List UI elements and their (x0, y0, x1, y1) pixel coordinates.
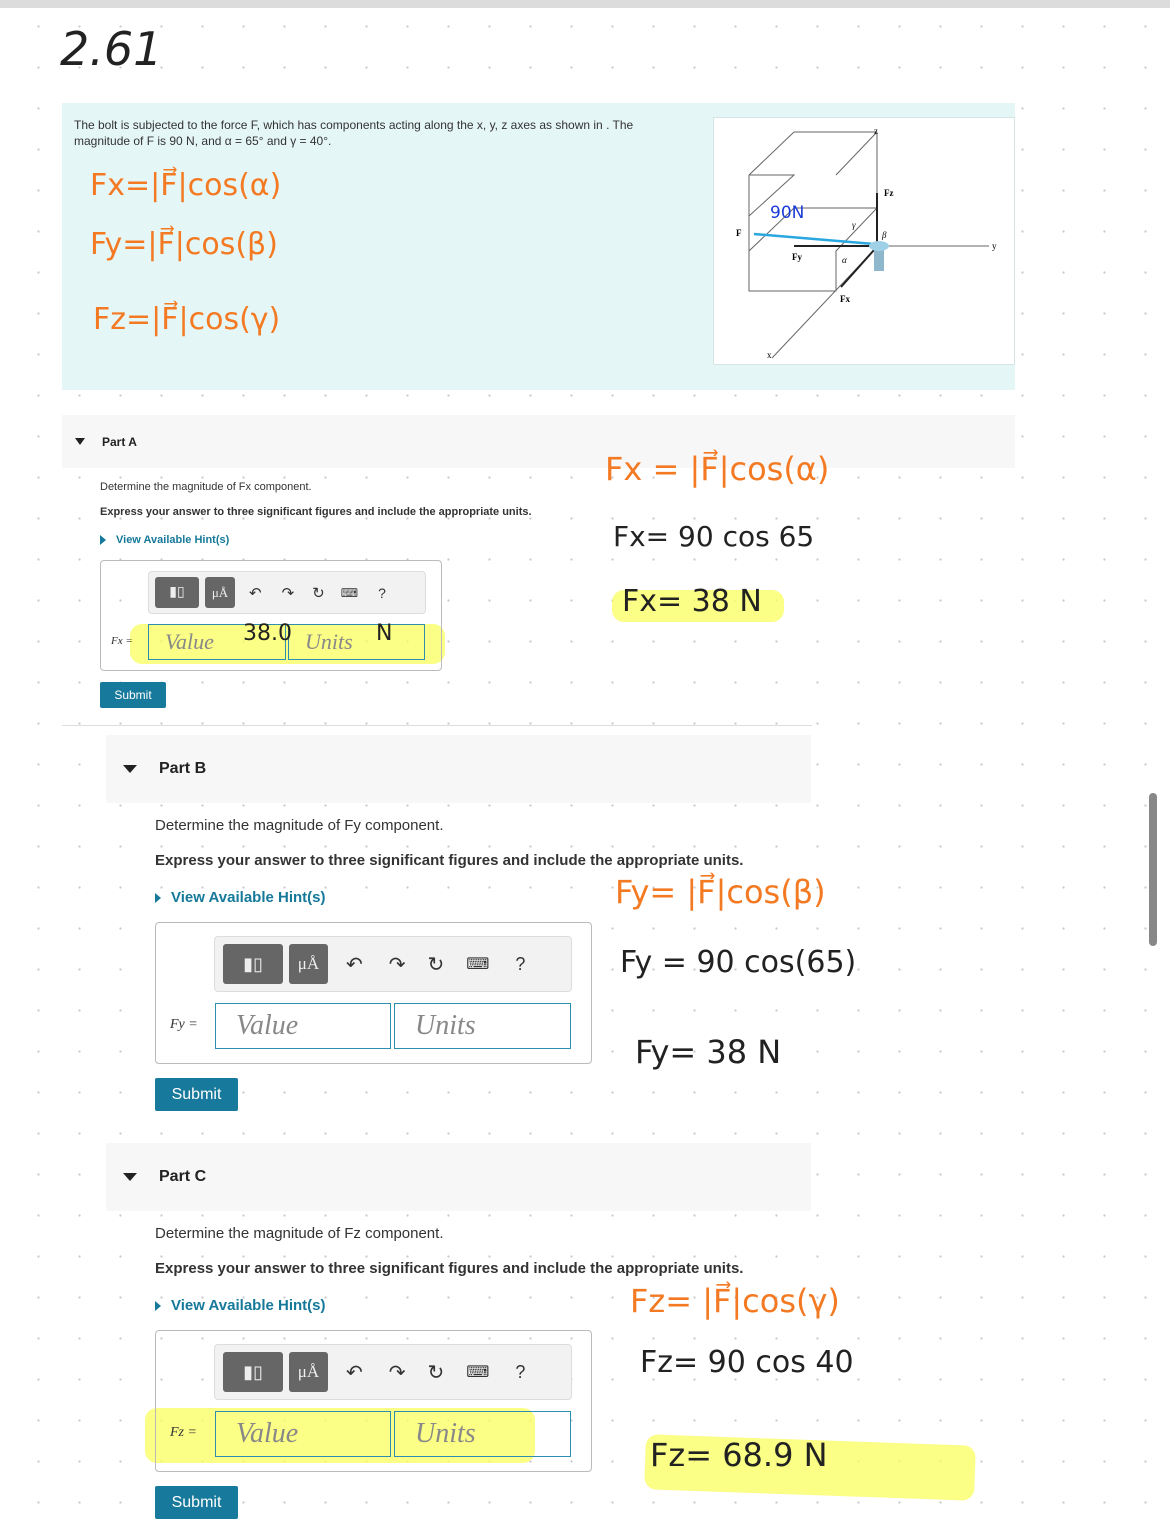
units-input[interactable] (288, 624, 425, 660)
part-question: Determine the magnitude of Fz component. (155, 1225, 444, 1242)
part-a-answer-box (100, 560, 442, 671)
reset-icon[interactable]: ↻ (427, 1361, 445, 1384)
value-placeholder: Value (236, 1418, 299, 1449)
math-toolbar (214, 1344, 572, 1400)
divider (62, 725, 812, 726)
part-title: Part C (159, 1168, 207, 1185)
math-toolbar (148, 571, 426, 614)
force-diagram (714, 118, 1016, 366)
solution-note: Fy= |F⃗|cos(β) (615, 873, 826, 911)
problem-text-line: magnitude of F is 90 N, and α = 65° and γ = 40°. (74, 134, 332, 148)
part-header[interactable] (106, 735, 811, 803)
hint-link[interactable] (155, 889, 326, 906)
part-a-title: Part A (102, 434, 137, 449)
top-bar (0, 0, 1170, 8)
redo-icon[interactable]: ↷ (281, 584, 295, 602)
expand-triangle-icon (100, 535, 106, 545)
part-a-note: Fx= 38 N (622, 584, 762, 619)
solution-note: Fz= |F⃗|cos(γ) (630, 1282, 840, 1320)
hint-label: View Available Hint(s) (116, 534, 230, 546)
label-f: F (736, 228, 742, 238)
keyboard-icon[interactable]: ⌨ (340, 585, 359, 600)
solution-note: Fy= 38 N (635, 1033, 782, 1071)
label-fx: Fx (840, 294, 850, 304)
part-a-submit-button[interactable]: Submit (100, 682, 166, 708)
note-fy-formula: Fy=|F⃗|cos(β) (90, 227, 278, 262)
part-header[interactable] (106, 1143, 811, 1211)
keyboard-icon[interactable]: ⌨ (466, 1364, 490, 1381)
solution-note: Fz= 90 cos 40 (640, 1345, 854, 1380)
submit-button[interactable]: Submit (155, 1078, 238, 1111)
collapse-triangle-icon (123, 1173, 137, 1181)
units-input[interactable] (394, 1411, 571, 1457)
template-button[interactable]: ▮▯ (223, 944, 283, 984)
note-fx-formula: Fx=|F⃗|cos(α) (90, 168, 282, 203)
units-note: N (376, 621, 393, 646)
part-a-note: Fx = |F⃗|cos(α) (605, 450, 830, 488)
part-instruction: Express your answer to three significant figures and include the appropriate units. (155, 1260, 744, 1277)
units-placeholder: Units (305, 629, 353, 654)
value-placeholder: Value (165, 629, 214, 654)
undo-icon[interactable]: ↶ (346, 1361, 363, 1384)
template-button[interactable]: ▮▯ (223, 1352, 283, 1392)
note-fz-formula: Fz=|F⃗|cos(γ) (93, 302, 281, 337)
part-a-hint-link[interactable] (100, 534, 229, 546)
template-button[interactable]: ▮▯ (155, 577, 199, 608)
part-a-header[interactable] (62, 415, 1015, 468)
keyboard-icon[interactable]: ⌨ (466, 956, 490, 973)
part-a-question: Determine the magnitude of Fx component. (100, 481, 312, 493)
expand-triangle-icon (155, 893, 161, 903)
label-fz: Fz (884, 188, 894, 198)
part-a-instruction: Express your answer to three significant figures and include the appropriate units. (100, 506, 532, 518)
help-icon[interactable]: ? (515, 1361, 526, 1382)
units-button[interactable]: μÅ (289, 1352, 328, 1392)
redo-icon[interactable]: ↷ (388, 1361, 406, 1384)
redo-icon[interactable]: ↷ (388, 953, 406, 976)
problem-number-note: 2.61 (60, 22, 163, 76)
submit-button[interactable]: Submit (155, 1486, 238, 1519)
part-title: Part B (159, 760, 207, 777)
part-question: Determine the magnitude of Fy component. (155, 817, 444, 834)
fx-label: Fx = (111, 635, 133, 647)
solution-note: Fy = 90 cos(65) (620, 945, 857, 980)
units-placeholder: Units (415, 1010, 476, 1041)
value-input[interactable] (215, 1003, 391, 1049)
part-a-note: Fx= 90 cos 65 (613, 520, 815, 553)
label-fy: Fy (792, 252, 802, 262)
math-toolbar (214, 936, 572, 992)
problem-text-line: The bolt is subjected to the force F, which has components acting along the x, y, z axes as shown in . The (74, 118, 634, 132)
expand-triangle-icon (155, 1301, 161, 1311)
undo-icon[interactable]: ↶ (249, 584, 262, 602)
units-button[interactable]: μÅ (289, 944, 328, 984)
hint-link[interactable] (155, 1297, 326, 1314)
axis-label-z: z (874, 126, 878, 136)
units-button[interactable]: μÅ (205, 577, 235, 608)
reset-icon[interactable]: ↻ (427, 953, 445, 976)
help-icon[interactable]: ? (378, 584, 386, 601)
value-input[interactable] (215, 1411, 391, 1457)
axis-label-x: x (767, 350, 772, 360)
component-label: Fz = (170, 1425, 197, 1440)
value-placeholder: Value (236, 1010, 299, 1041)
answer-box (155, 1330, 592, 1472)
value-note: 38.0 (243, 621, 292, 646)
label-gamma: γ (852, 220, 856, 230)
label-beta: β (882, 230, 887, 240)
hint-label: View Available Hint(s) (171, 889, 326, 906)
bolt-force-figure (713, 117, 1015, 365)
axis-label-y: y (992, 241, 997, 251)
component-label: Fy = (170, 1017, 198, 1032)
solution-note: Fz= 68.9 N (650, 1436, 828, 1474)
part-instruction: Express your answer to three significant figures and include the appropriate units. (155, 852, 744, 869)
units-placeholder: Units (415, 1418, 476, 1449)
hint-label: View Available Hint(s) (171, 1297, 326, 1314)
units-input[interactable] (394, 1003, 571, 1049)
force-annotation: 90N (770, 203, 805, 223)
problem-text (74, 117, 674, 149)
collapse-triangle-icon (123, 765, 137, 773)
collapse-triangle-icon (75, 438, 85, 445)
help-icon[interactable]: ? (515, 953, 526, 974)
undo-icon[interactable]: ↶ (346, 953, 363, 976)
scrollbar[interactable] (1149, 793, 1157, 946)
label-alpha: α (842, 255, 847, 265)
reset-icon[interactable]: ↻ (312, 584, 325, 602)
answer-box (155, 922, 592, 1064)
